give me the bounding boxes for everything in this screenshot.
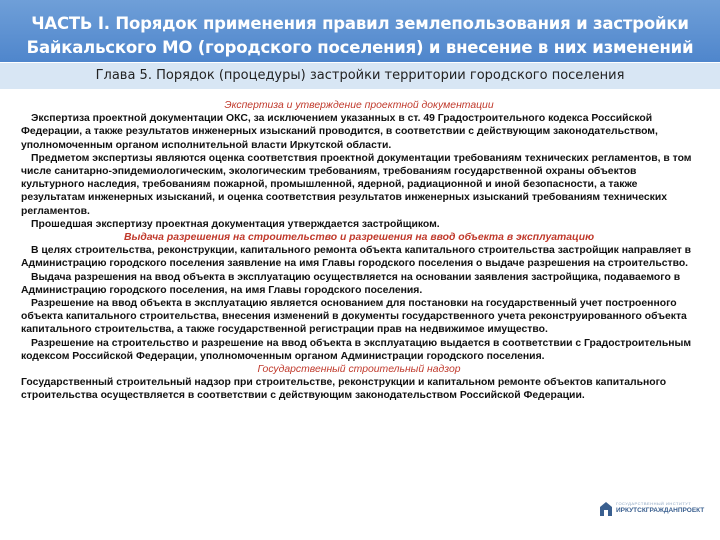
- chapter-title: Глава 5. Порядок (процедуры) застройки территории городского поселения: [95, 68, 625, 83]
- house-logo-icon: [600, 502, 612, 516]
- paragraph: Предметом экспертизы являются оценка соответствия проектной документации требованиям технических регламентов, в том числе санитарно-эпидемиологическим, экологическим требованиям, требованиям государственной охраны объектов культурного наследия, требованиям пожарной, промышленной, ядерной, радиационной и иной безопасности, а также результатам инженерных изысканий, и оценка соответствия результатов инженерных изысканий требованиям технических регламентов.: [21, 152, 692, 217]
- section-heading-expertise: Экспертиза и утверждение проектной документации: [224, 100, 494, 111]
- chapter-bar: [0, 62, 720, 89]
- paragraph: Государственный строительный надзор при строительстве, реконструкции и капитальном ремонте объектов капитального строительства осуществляется в соответствии с действующим законодательством Российской Федерации.: [21, 377, 667, 402]
- section-heading-supervision: Государственный строительный надзор: [257, 364, 461, 376]
- paragraph: Разрешение на строительство и разрешение на ввод объекта в эксплуатацию выдается в соответствии с Градостроительным кодексом Российской Федерации, уполномоченным органом Администрации городского поселения.: [21, 337, 692, 362]
- header-title-line2: Байкальского МО (городского поселения) и внесение в них изменений: [26, 38, 694, 57]
- paragraph: Разрешение на ввод объекта в эксплуатацию является основанием для постановки на государственный учет построенного объекта капитального строительства, внесения изменений в документы государственного учета реконструированного объекта капитального строительства, а также государственной регистрации прав на недвижимое имущество.: [21, 298, 687, 336]
- paragraph: Экспертиза проектной документации ОКС, за исключением указанных в ст. 49 Градостроительного кодекса Российской Федерации, а также результатов инженерных изысканий проводится, в соответствии с действующим законодательством, уполномоченным органом исполнительной власти Иркутской области.: [21, 113, 658, 151]
- section-heading-permits: Выдача разрешения на строительство и разрешения на ввод объекта в эксплуатацию: [123, 232, 595, 244]
- slide-header: [0, 0, 720, 62]
- paragraph: Выдача разрешения на ввод объекта в эксплуатацию осуществляется на основании заявления застройщика, подаваемого в Администрацию городского поселения, на имя Главы городского поселения.: [21, 271, 681, 296]
- company-logo: [600, 500, 705, 520]
- logo-subtitle: ГОСУДАРСТВЕННЫЙ ИНСТИТУТ: [616, 501, 692, 506]
- logo-name: ИРКУТСКГРАЖДАНПРОЕКТ: [616, 507, 705, 514]
- header-title-line1: ЧАСТЬ I. Порядок применения правил землепользования и застройки: [31, 14, 689, 33]
- paragraph: В целях строительства, реконструкции, капитального ремонта объекта капитального строительства застройщик направляет в Администрацию городского поселения заявление на имя Главы городского поселения о выдаче разрешения на строительство.: [21, 245, 692, 270]
- paragraph: Прошедшая экспертизу проектная документация утверждается застройщиком.: [31, 218, 440, 230]
- document-body: [21, 99, 697, 403]
